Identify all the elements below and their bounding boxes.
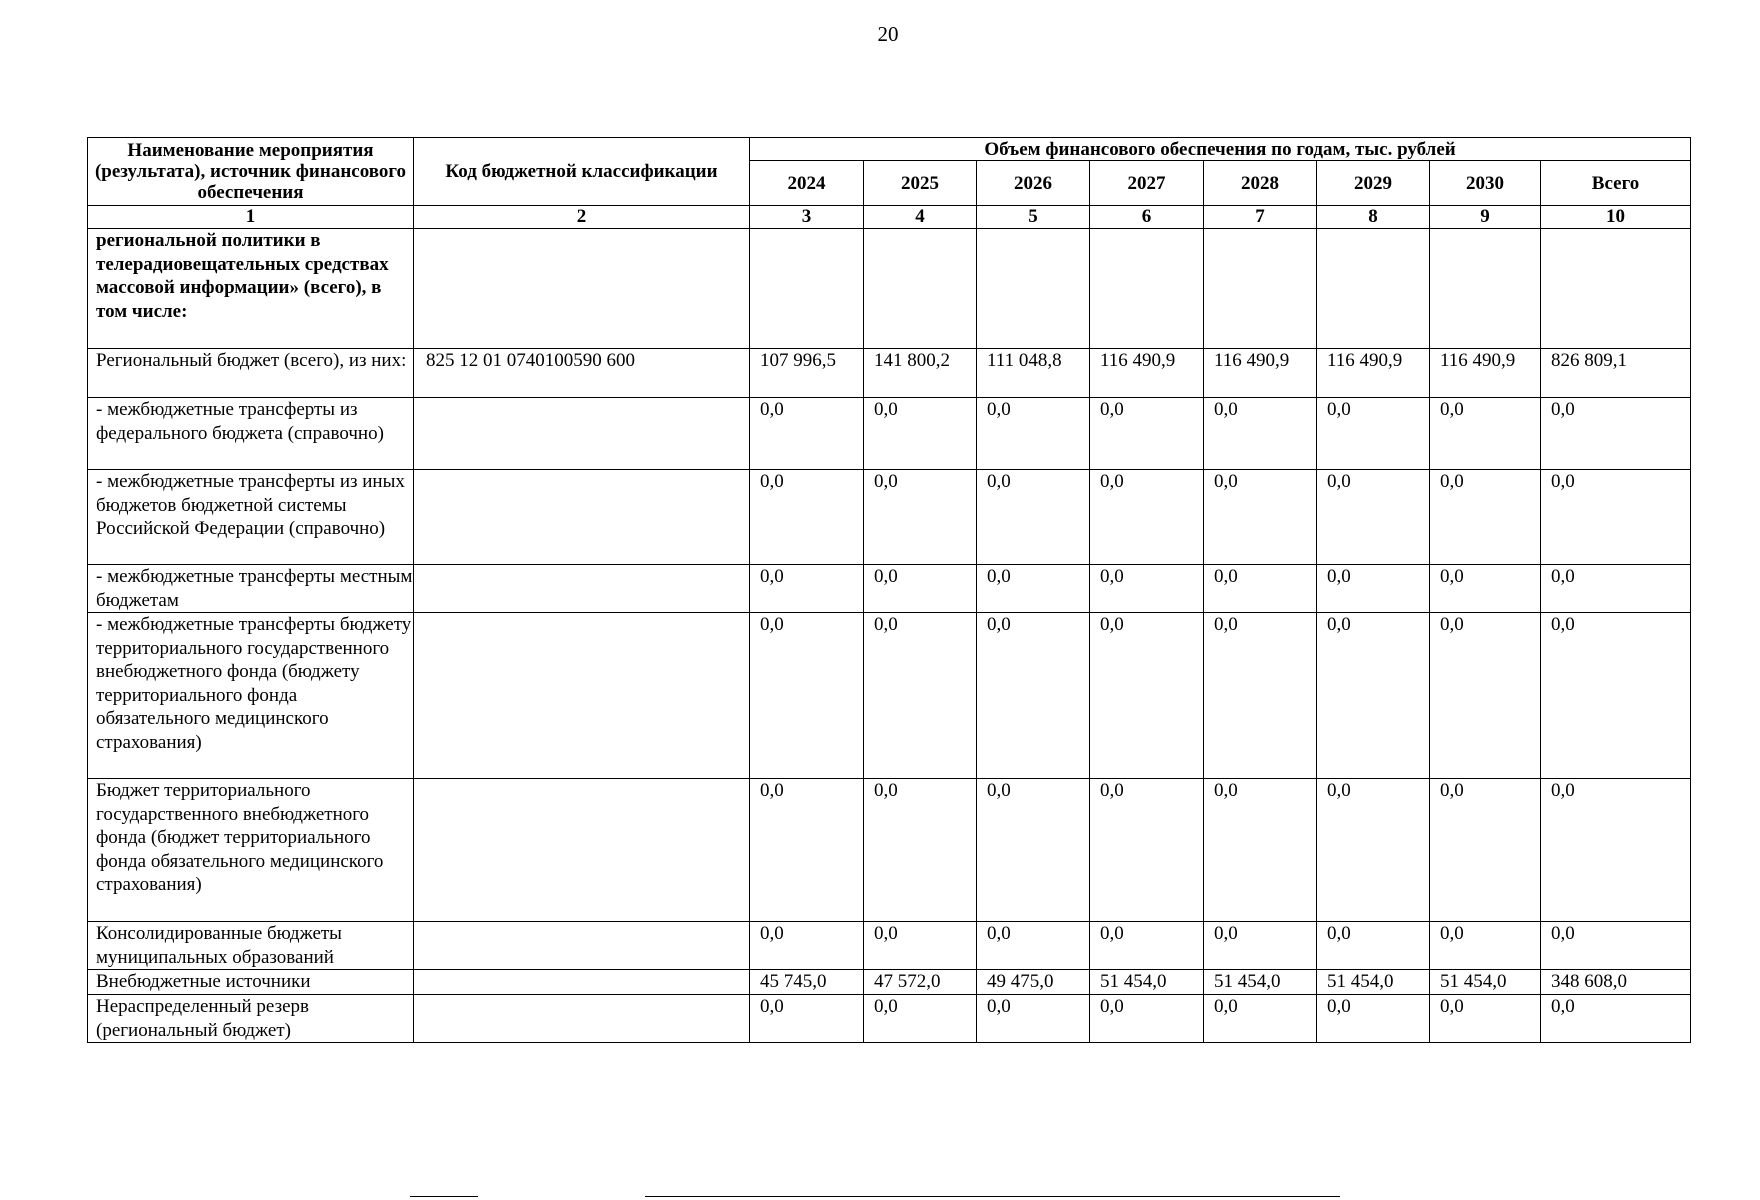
table-row [88, 995, 1691, 1043]
header-budget-code: Код бюджетной классификации [414, 138, 750, 206]
row-total: 0,0 [1541, 613, 1691, 779]
column-number: 8 [1317, 206, 1430, 229]
row-value: 0,0 [1317, 995, 1430, 1043]
row-name: - межбюджетные трансферты бюджету территориального государственного внебюджетного фонда (бюджету территориального фонда обязательного медицинского страхования) [88, 613, 414, 779]
header-year: 2027 [1090, 161, 1204, 206]
row-name: Консолидированные бюджеты муниципальных образований [88, 922, 414, 970]
table-row [88, 970, 1691, 995]
row-value: 107 996,5 [750, 349, 864, 398]
header-year: 2029 [1317, 161, 1430, 206]
row-code [414, 470, 750, 565]
page-number: 20 [877, 22, 899, 46]
column-number: 6 [1090, 206, 1204, 229]
row-name: - межбюджетные трансферты из иных бюджетов бюджетной системы Российской Федерации (справочно) [88, 470, 414, 565]
header-year: 2025 [864, 161, 977, 206]
row-value: 0,0 [977, 398, 1090, 470]
header-activity-name: Наименование мероприятия (результата), источник финансового обеспечения [88, 138, 414, 206]
row-name: Региональный бюджет (всего), из них: [88, 349, 414, 398]
row-value: 0,0 [864, 565, 977, 613]
row-value: 0,0 [1204, 922, 1317, 970]
row-value: 0,0 [1090, 398, 1204, 470]
row-code [414, 995, 750, 1043]
row-total: 348 608,0 [1541, 970, 1691, 995]
header-year: 2030 [1430, 161, 1541, 206]
row-total: 0,0 [1541, 779, 1691, 922]
row-value: 51 454,0 [1204, 970, 1317, 995]
row-value: 0,0 [1430, 470, 1541, 565]
row-value: 0,0 [1430, 565, 1541, 613]
row-code [414, 779, 750, 922]
row-value: 0,0 [750, 470, 864, 565]
row-code [414, 565, 750, 613]
row-value: 0,0 [864, 613, 977, 779]
table-row [88, 779, 1691, 922]
table-row [88, 349, 1691, 398]
row-value: 116 490,9 [1317, 349, 1430, 398]
row-value: 0,0 [750, 922, 864, 970]
table-row [88, 613, 1691, 779]
row-value: 0,0 [1204, 995, 1317, 1043]
row-name: региональной политики в телерадиовещательных средствах массовой информации» (всего), в том числе: [88, 229, 414, 349]
header-year: 2026 [977, 161, 1090, 206]
row-total: 0,0 [1541, 470, 1691, 565]
row-name: - межбюджетные трансферты местным бюджетам [88, 565, 414, 613]
column-number: 10 [1541, 206, 1691, 229]
row-name: Внебюджетные источники [88, 970, 414, 995]
column-number: 9 [1430, 206, 1541, 229]
row-value: 45 745,0 [750, 970, 864, 995]
row-value: 0,0 [864, 995, 977, 1043]
row-value: 0,0 [1204, 565, 1317, 613]
row-code [414, 398, 750, 470]
row-value: 0,0 [1090, 613, 1204, 779]
column-number-row [88, 206, 1691, 229]
row-value: 141 800,2 [864, 349, 977, 398]
row-value: 0,0 [1090, 995, 1204, 1043]
row-value: 0,0 [1204, 779, 1317, 922]
table-row [88, 470, 1691, 565]
row-value: 116 490,9 [1090, 349, 1204, 398]
row-value: 0,0 [750, 779, 864, 922]
row-value [864, 229, 977, 349]
row-value [1317, 229, 1430, 349]
column-number: 1 [88, 206, 414, 229]
row-value: 0,0 [750, 995, 864, 1043]
row-value: 0,0 [1430, 398, 1541, 470]
row-value: 0,0 [750, 398, 864, 470]
row-value: 0,0 [977, 613, 1090, 779]
row-value: 0,0 [1317, 470, 1430, 565]
row-value: 51 454,0 [1317, 970, 1430, 995]
row-value: 0,0 [1317, 922, 1430, 970]
row-code [414, 922, 750, 970]
row-value: 0,0 [977, 995, 1090, 1043]
column-number: 3 [750, 206, 864, 229]
row-value: 0,0 [977, 922, 1090, 970]
table-row [88, 398, 1691, 470]
row-value: 47 572,0 [864, 970, 977, 995]
row-value: 0,0 [1204, 613, 1317, 779]
table-row [88, 565, 1691, 613]
row-value: 51 454,0 [1090, 970, 1204, 995]
column-number: 2 [414, 206, 750, 229]
row-value: 0,0 [1317, 398, 1430, 470]
row-value [1090, 229, 1204, 349]
header-year: 2028 [1204, 161, 1317, 206]
row-value: 116 490,9 [1204, 349, 1317, 398]
row-value: 0,0 [1204, 470, 1317, 565]
column-number: 4 [864, 206, 977, 229]
row-value: 0,0 [864, 470, 977, 565]
row-value: 0,0 [864, 922, 977, 970]
row-total: 826 809,1 [1541, 349, 1691, 398]
row-value: 0,0 [1430, 922, 1541, 970]
row-value [1204, 229, 1317, 349]
row-value: 0,0 [750, 613, 864, 779]
row-value: 111 048,8 [977, 349, 1090, 398]
column-number: 5 [977, 206, 1090, 229]
row-value: 0,0 [977, 565, 1090, 613]
row-value: 0,0 [1317, 779, 1430, 922]
row-total: 0,0 [1541, 398, 1691, 470]
table-row [88, 229, 1691, 349]
financing-table [87, 137, 1691, 1043]
row-code: 825 12 01 0740100590 600 [414, 349, 750, 398]
row-code [414, 229, 750, 349]
row-total [1541, 229, 1691, 349]
row-value: 0,0 [1090, 470, 1204, 565]
row-value: 116 490,9 [1430, 349, 1541, 398]
header-year: 2024 [750, 161, 864, 206]
row-value [977, 229, 1090, 349]
row-value: 0,0 [1430, 779, 1541, 922]
row-total: 0,0 [1541, 565, 1691, 613]
row-value: 0,0 [1317, 565, 1430, 613]
row-value: 0,0 [977, 779, 1090, 922]
row-name: Нераспределенный резерв (региональный бюджет) [88, 995, 414, 1043]
row-value [1430, 229, 1541, 349]
table-row [88, 922, 1691, 970]
row-value: 0,0 [1430, 995, 1541, 1043]
row-value: 0,0 [1204, 398, 1317, 470]
row-value: 0,0 [864, 779, 977, 922]
footer-rule [410, 1196, 478, 1197]
row-value: 0,0 [1090, 922, 1204, 970]
row-value: 0,0 [750, 565, 864, 613]
row-value: 51 454,0 [1430, 970, 1541, 995]
row-value [750, 229, 864, 349]
row-value: 49 475,0 [977, 970, 1090, 995]
row-value: 0,0 [864, 398, 977, 470]
row-total: 0,0 [1541, 995, 1691, 1043]
row-total: 0,0 [1541, 922, 1691, 970]
row-value: 0,0 [1430, 613, 1541, 779]
header-funding-by-year: Объем финансового обеспечения по годам, тыс. рублей [750, 138, 1691, 161]
row-value: 0,0 [1317, 613, 1430, 779]
row-name: Бюджет территориального государственного внебюджетного фонда (бюджет территориального фонда обязательного медицинского страхования) [88, 779, 414, 922]
row-code [414, 613, 750, 779]
row-name: - межбюджетные трансферты из федерального бюджета (справочно) [88, 398, 414, 470]
row-value: 0,0 [1090, 565, 1204, 613]
header-total: Всего [1541, 161, 1691, 206]
footer-rule [645, 1196, 1340, 1197]
row-code [414, 970, 750, 995]
row-value: 0,0 [1090, 779, 1204, 922]
row-value: 0,0 [977, 470, 1090, 565]
column-number: 7 [1204, 206, 1317, 229]
